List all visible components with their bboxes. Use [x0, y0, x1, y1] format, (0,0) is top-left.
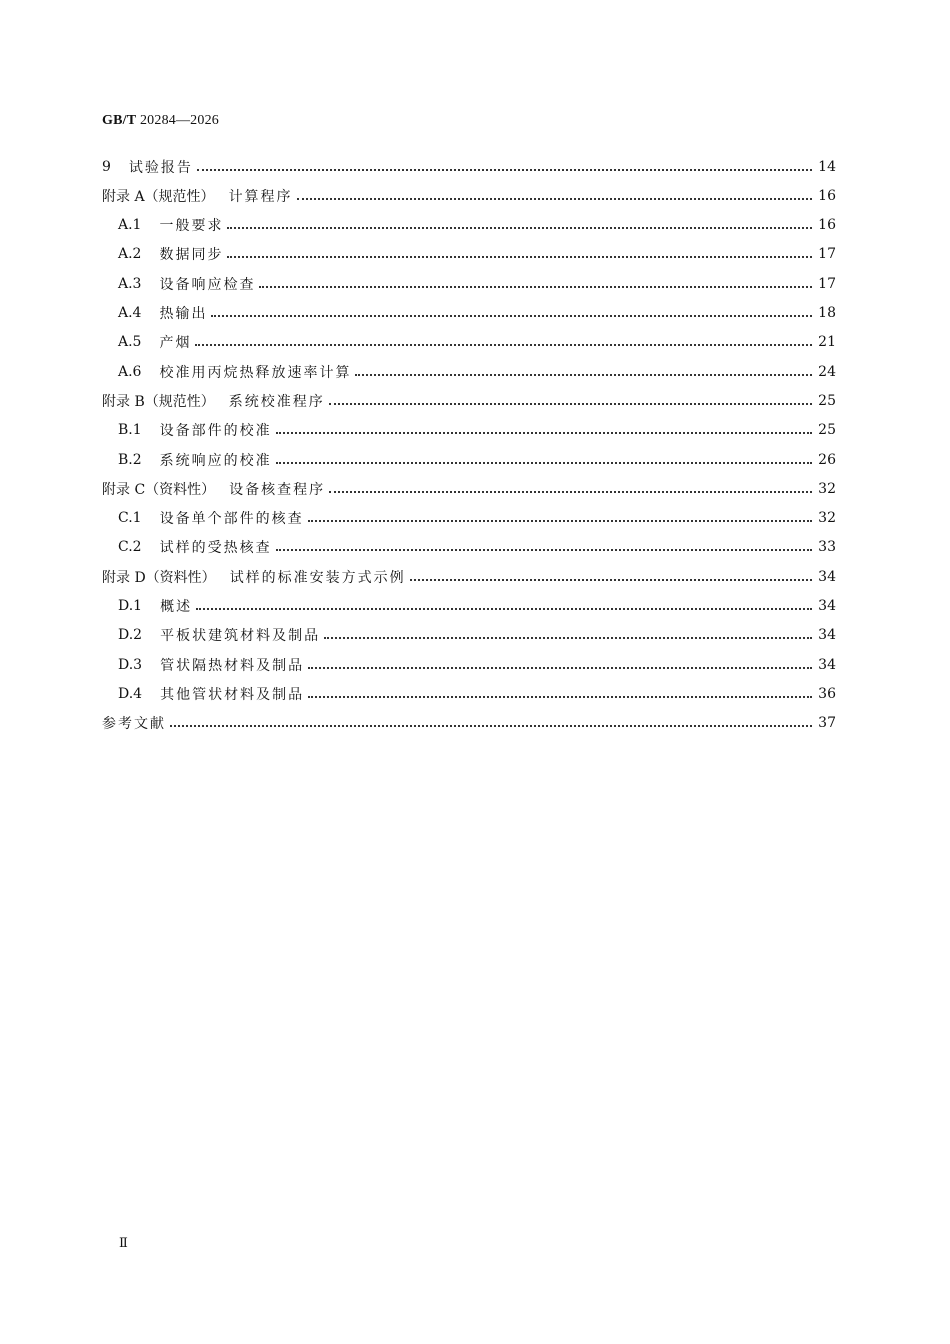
toc-entry-title: 设备单个部件的核查 — [159, 511, 304, 528]
toc-entry-title: 其他管状材料及制品 — [160, 686, 305, 703]
toc-entry[interactable] — [118, 269, 836, 298]
toc-entry-number: A.6 — [118, 363, 142, 380]
toc-leader-dots — [170, 716, 812, 730]
toc-entry-title: 产烟 — [159, 335, 192, 352]
toc-entry-title: 数据同步 — [159, 247, 224, 264]
toc-entry-number: D.3 — [118, 656, 143, 673]
toc-entry-page: 32 — [818, 510, 836, 527]
toc-entry-title: 试样的标准安装方式示例 — [229, 569, 406, 586]
toc-entry-page: 34 — [818, 568, 836, 585]
toc-entry-number: 附录 C（资料性） — [102, 481, 216, 498]
toc-entry-title: 校准用丙烷热释放速率计算 — [159, 364, 352, 381]
toc-entry-page: 17 — [818, 275, 836, 292]
toc-entry-page: 18 — [818, 305, 836, 321]
toc-entry-page: 34 — [818, 656, 836, 673]
toc-entry-page: 34 — [818, 627, 836, 644]
toc-entry-title: 概述 — [160, 599, 193, 615]
toc-entry-page: 25 — [818, 422, 836, 439]
toc-leader-dots — [329, 394, 812, 408]
toc-entry[interactable] — [102, 709, 836, 738]
toc-entry[interactable] — [118, 416, 836, 445]
toc-entry-title: 平板状建筑材料及制品 — [160, 628, 321, 645]
toc-leader-dots — [211, 306, 812, 320]
toc-entry[interactable] — [118, 240, 836, 269]
toc-entry[interactable] — [102, 386, 836, 415]
toc-leader-dots — [227, 218, 812, 232]
toc-leader-dots — [196, 599, 812, 613]
toc-entry-number: 9 — [102, 158, 111, 175]
toc-entry-page: 24 — [818, 363, 836, 380]
toc-leader-dots — [197, 160, 812, 174]
toc-entry-number: A.2 — [118, 246, 142, 263]
toc-entry-number: A.5 — [118, 334, 142, 351]
toc-leader-dots — [195, 335, 812, 349]
toc-entry-page: 32 — [818, 480, 836, 497]
toc-entry[interactable] — [118, 533, 836, 562]
toc-entry-number: D.1 — [118, 598, 143, 614]
toc-leader-dots — [410, 570, 812, 584]
toc-leader-dots — [324, 628, 812, 642]
toc-entry[interactable] — [102, 562, 836, 591]
toc-leader-dots — [227, 247, 812, 261]
toc-leader-dots — [308, 687, 812, 701]
toc-entry-title: 计算程序 — [228, 188, 293, 205]
toc-entry-number: B.1 — [118, 422, 142, 439]
toc-entry-number: 附录 D（资料性） — [102, 569, 216, 586]
toc-entry[interactable] — [118, 445, 836, 474]
toc-entry[interactable] — [102, 474, 836, 503]
toc-leader-dots — [308, 511, 812, 525]
toc-entry[interactable] — [118, 357, 836, 386]
toc-leader-dots — [308, 658, 812, 672]
toc-entry-page: 16 — [818, 187, 836, 204]
toc-entry[interactable] — [102, 181, 836, 210]
document-header — [102, 113, 219, 129]
toc-entry[interactable] — [118, 679, 836, 708]
standard-number: 20284—2026 — [139, 113, 219, 128]
toc-entry[interactable] — [118, 592, 836, 621]
toc-entry-number: 附录 A（规范性） — [102, 188, 215, 205]
toc-entry-page: 17 — [818, 246, 836, 263]
toc-entry-title: 一般要求 — [159, 218, 224, 235]
toc-entry-page: 14 — [818, 158, 836, 175]
toc-entry-page: 25 — [818, 392, 836, 409]
toc-entry-title: 试验报告 — [128, 159, 193, 176]
toc-entry-title: 设备响应检查 — [159, 276, 256, 293]
toc-leader-dots — [297, 189, 812, 203]
toc-entry-title: 设备部件的校准 — [159, 423, 272, 440]
toc-entry[interactable] — [118, 211, 836, 240]
toc-entry-title: 热输出 — [159, 306, 208, 322]
toc-entry-page: 16 — [818, 217, 836, 234]
toc-entry[interactable] — [118, 504, 836, 533]
toc-entry-number: 附录 B（规范性） — [102, 393, 215, 410]
toc-entry-page: 33 — [818, 539, 836, 556]
toc-leader-dots — [259, 277, 812, 291]
toc-entry-number: A.3 — [118, 275, 142, 292]
toc-entry-title: 参考文献 — [102, 716, 166, 733]
toc-entry-number: C.1 — [118, 510, 142, 527]
toc-entry-page: 37 — [818, 715, 836, 732]
toc-entry-title: 管状隔热材料及制品 — [160, 657, 305, 674]
toc-leader-dots — [276, 453, 812, 467]
toc-entry-number: A.1 — [118, 217, 142, 234]
toc-entry-page: 21 — [818, 334, 836, 351]
standard-prefix: GB/T — [102, 113, 137, 128]
toc-leader-dots — [355, 365, 812, 379]
toc-entry[interactable] — [118, 299, 836, 328]
toc-entry[interactable] — [102, 152, 836, 181]
toc-entry-title: 系统响应的校准 — [159, 452, 272, 469]
toc-entry-number: A.4 — [118, 305, 142, 321]
toc-entry[interactable] — [118, 650, 836, 679]
toc-entry-title: 设备核查程序 — [229, 481, 326, 498]
toc-entry[interactable] — [118, 621, 836, 650]
toc-entry-number: D.2 — [118, 627, 143, 644]
page-number: Ⅱ — [119, 1236, 128, 1251]
toc-leader-dots — [329, 482, 812, 496]
toc-leader-dots — [276, 540, 812, 554]
toc-entry-title: 系统校准程序 — [228, 393, 325, 410]
toc-leader-dots — [276, 423, 812, 437]
toc-entry-number: C.2 — [118, 539, 142, 556]
toc-entry-page: 34 — [818, 598, 836, 614]
toc-entry-page: 26 — [818, 451, 836, 468]
toc-entry-number: B.2 — [118, 451, 142, 468]
toc-entry[interactable] — [118, 328, 836, 357]
toc-entry-title: 试样的受热核查 — [159, 540, 272, 557]
toc-entry-number: D.4 — [118, 685, 143, 702]
toc-entry-page: 36 — [818, 685, 836, 702]
